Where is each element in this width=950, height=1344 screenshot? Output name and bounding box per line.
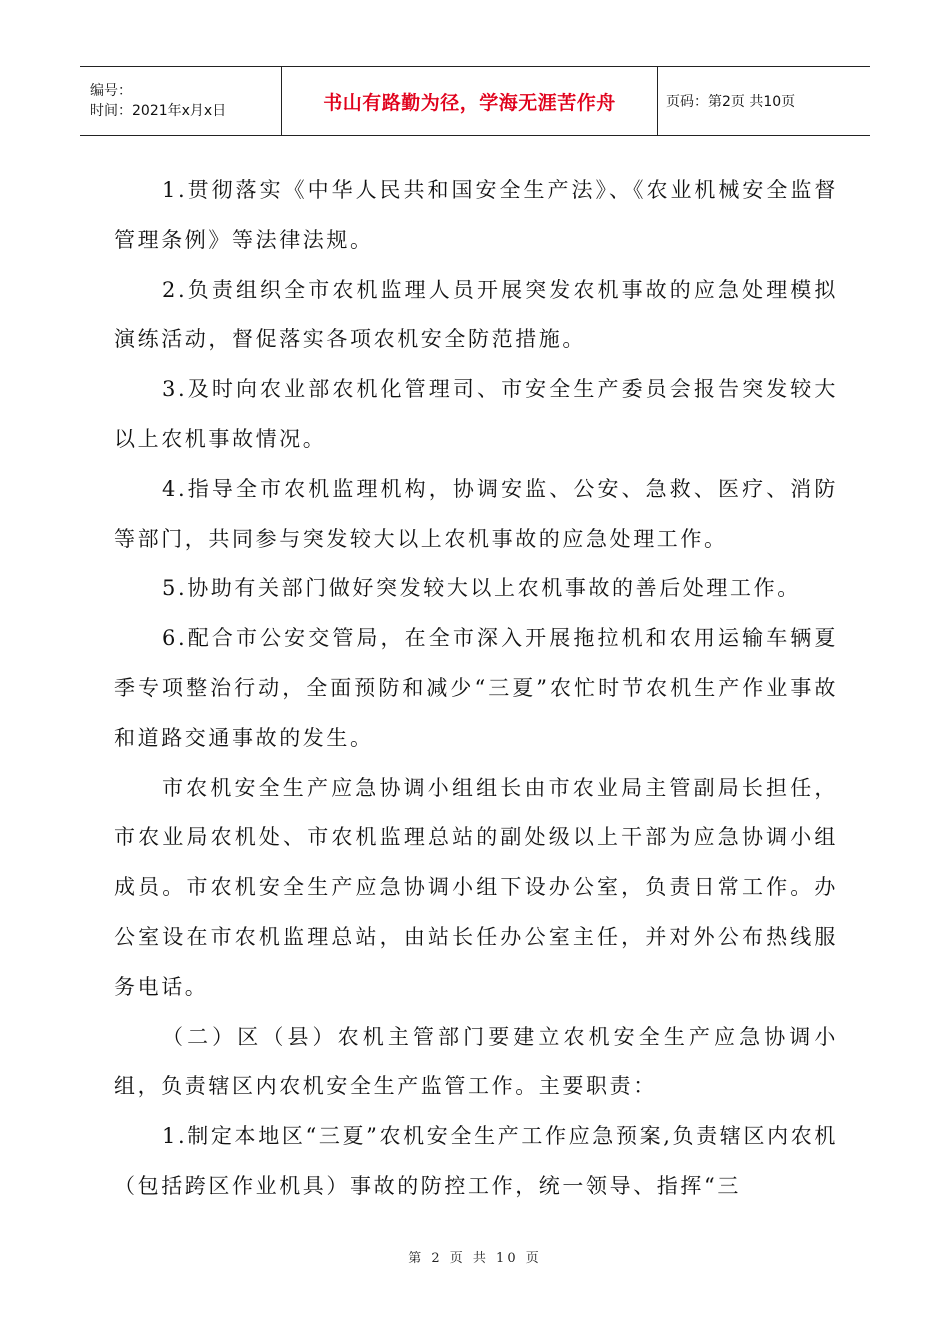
document-number-label: 编号： xyxy=(90,83,132,99)
paragraph: 2.负责组织全市农机监理人员开展突发农机事故的应急处理模拟演练活动，督促落实各项农机安全防范措施。 xyxy=(114,277,838,352)
page-footer xyxy=(0,1247,950,1266)
header-meta xyxy=(80,67,282,135)
paragraph: 市农机安全生产应急协调小组组长由市农业局主管副局长担任，市农业局农机处、市农机监理总站的副处级以上干部为应急协调小组成员。市农机安全生产应急协调小组下设办公室，负责日常工作。办公室设在市农机监理总站，由站长任办公室主任，并对外公布热线服务电话。 xyxy=(114,775,838,999)
page-info-text: 页码：第2页 共10页 xyxy=(666,94,796,110)
page-header xyxy=(80,66,870,136)
header-motto xyxy=(282,67,658,135)
paragraph: （二）区（县）农机主管部门要建立农机安全生产应急协调小组，负责辖区内农机安全生产监管工作。主要职责： xyxy=(114,1024,838,1099)
paragraph: 4.指导全市农机监理机构，协调安监、公安、急救、医疗、消防等部门，共同参与突发较大以上农机事故的应急处理工作。 xyxy=(114,476,838,551)
document-body xyxy=(114,166,838,1212)
paragraph: 6.配合市公安交管局，在全市深入开展拖拉机和农用运输车辆夏季专项整治行动，全面预防和减少“三夏”农忙时节农机生产作业事故和道路交通事故的发生。 xyxy=(114,626,838,750)
paragraph: 5.协助有关部门做好突发较大以上农机事故的善后处理工作。 xyxy=(162,576,801,601)
paragraph: 3.及时向农业部农机化管理司、市安全生产委员会报告突发较大以上农机事故情况。 xyxy=(114,377,838,451)
paragraph: 1.制定本地区“三夏”农机安全生产工作应急预案,负责辖区内农机（包括跨区作业机具）事故的防控工作，统一领导、指挥“三 xyxy=(114,1124,838,1198)
document-date-label: 时间：2021年x月x日 xyxy=(90,103,227,119)
motto-text: 书山有路勤为径，学海无涯苦作舟 xyxy=(323,91,616,114)
header-page-info xyxy=(658,67,870,135)
footer-page-number: 第 2 页 共 10 页 xyxy=(408,1251,542,1266)
paragraph: 1.贯彻落实《中华人民共和国安全生产法》、《农业机械安全监督管理条例》等法律法规。 xyxy=(114,178,838,252)
